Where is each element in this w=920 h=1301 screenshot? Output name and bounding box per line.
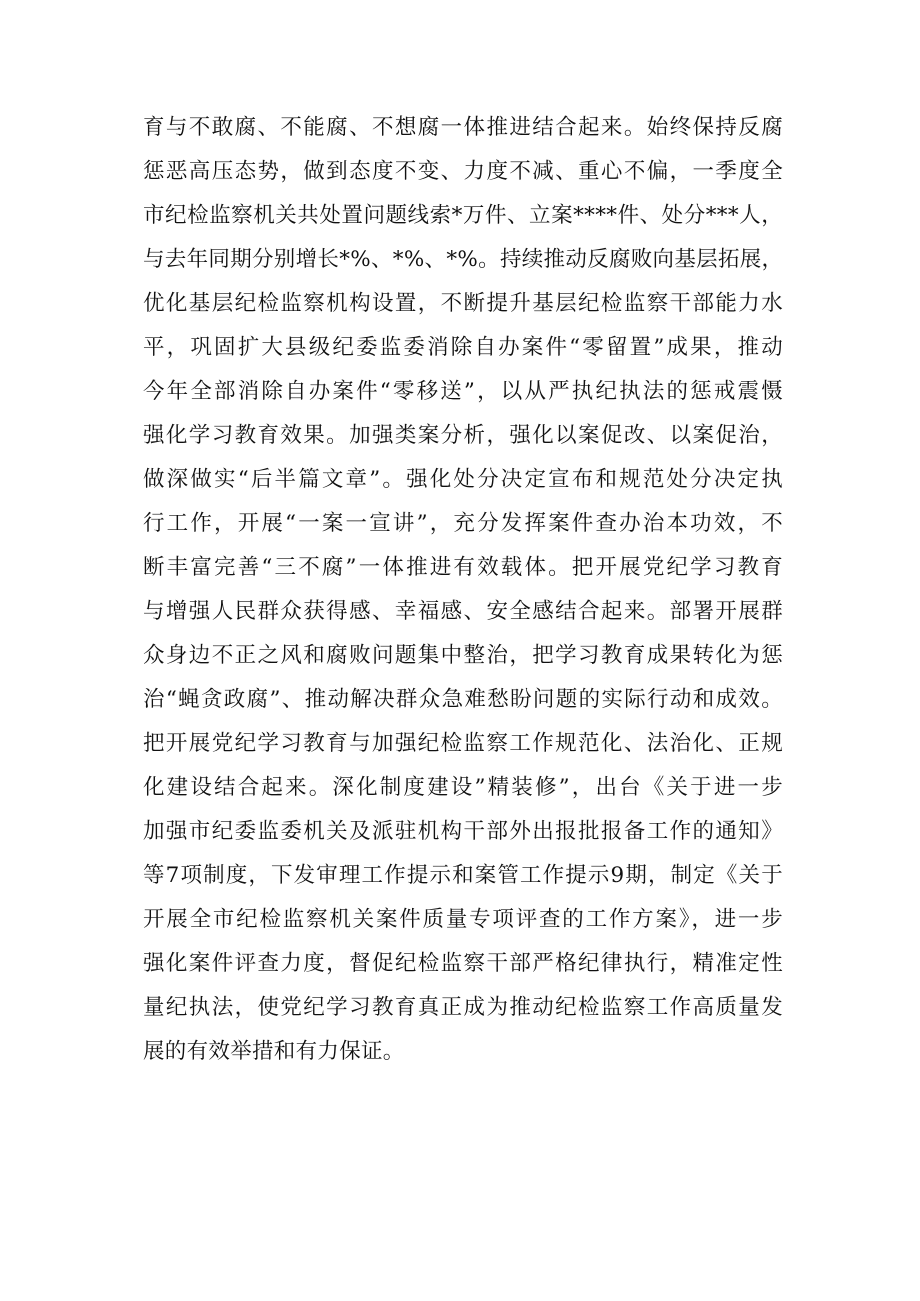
- text-line: 量纪执法，使党纪学习教育真正成为推动纪检监察工作高质量发: [143, 995, 783, 1020]
- text-line: 化建设结合起来。深化制度建设”精装修”，出台《关于进一步: [143, 775, 783, 800]
- text-line: 与去年同期分别增长*%、*%、*%。持续推动反腐败向基层拓展，: [143, 247, 783, 272]
- text-line: 把开展党纪学习教育与加强纪检监察工作规范化、法治化、正规: [143, 731, 783, 756]
- text-line: 平，巩固扩大县级纪委监委消除自办案件“零留置”成果，推动: [143, 335, 783, 360]
- text-line: 等7项制度，下发审理工作提示和案管工作提示9期，制定《关于: [143, 863, 783, 888]
- text-line: 与增强人民群众获得感、幸福感、安全感结合起来。部署开展群: [143, 599, 783, 624]
- text-line: 断丰富完善“三不腐”一体推进有效载体。把开展党纪学习教育: [143, 555, 783, 580]
- text-line: 育与不敢腐、不能腐、不想腐一体推进结合起来。始终保持反腐: [143, 115, 783, 140]
- text-line: 展的有效举措和有力保证。: [143, 1039, 405, 1064]
- text-line: 优化基层纪检监察机构设置，不断提升基层纪检监察干部能力水: [143, 291, 783, 316]
- text-line: 做深做实“后半篇文章”。强化处分决定宣布和规范处分决定执: [143, 467, 783, 492]
- text-line: 加强市纪委监委机关及派驻机构干部外出报批报备工作的通知》: [143, 819, 783, 844]
- text-line: 市纪检监察机关共处置问题线索*万件、立案****件、处分***人，: [143, 203, 783, 228]
- text-line: 众身边不正之风和腐败问题集中整治，把学习教育成果转化为惩: [143, 643, 783, 668]
- text-line: 今年全部消除自办案件“零移送”，以从严执纪执法的惩戒震慑: [143, 379, 783, 404]
- text-line: 强化学习教育效果。加强类案分析，强化以案促改、以案促治，: [143, 423, 783, 448]
- text-line: 开展全市纪检监察机关案件质量专项评查的工作方案》，进一步: [143, 907, 783, 932]
- text-line: 惩恶高压态势，做到态度不变、力度不减、重心不偏，一季度全: [143, 159, 783, 184]
- text-line: 行工作，开展“一案一宣讲”，充分发挥案件查办治本功效，不: [143, 511, 783, 536]
- text-line: 治“蝇贪政腐”、推动解决群众急难愁盼问题的实际行动和成效。: [143, 687, 783, 712]
- body-paragraph: [143, 106, 783, 1074]
- text-line: 强化案件评查力度，督促纪检监察干部严格纪律执行，精准定性: [143, 951, 783, 976]
